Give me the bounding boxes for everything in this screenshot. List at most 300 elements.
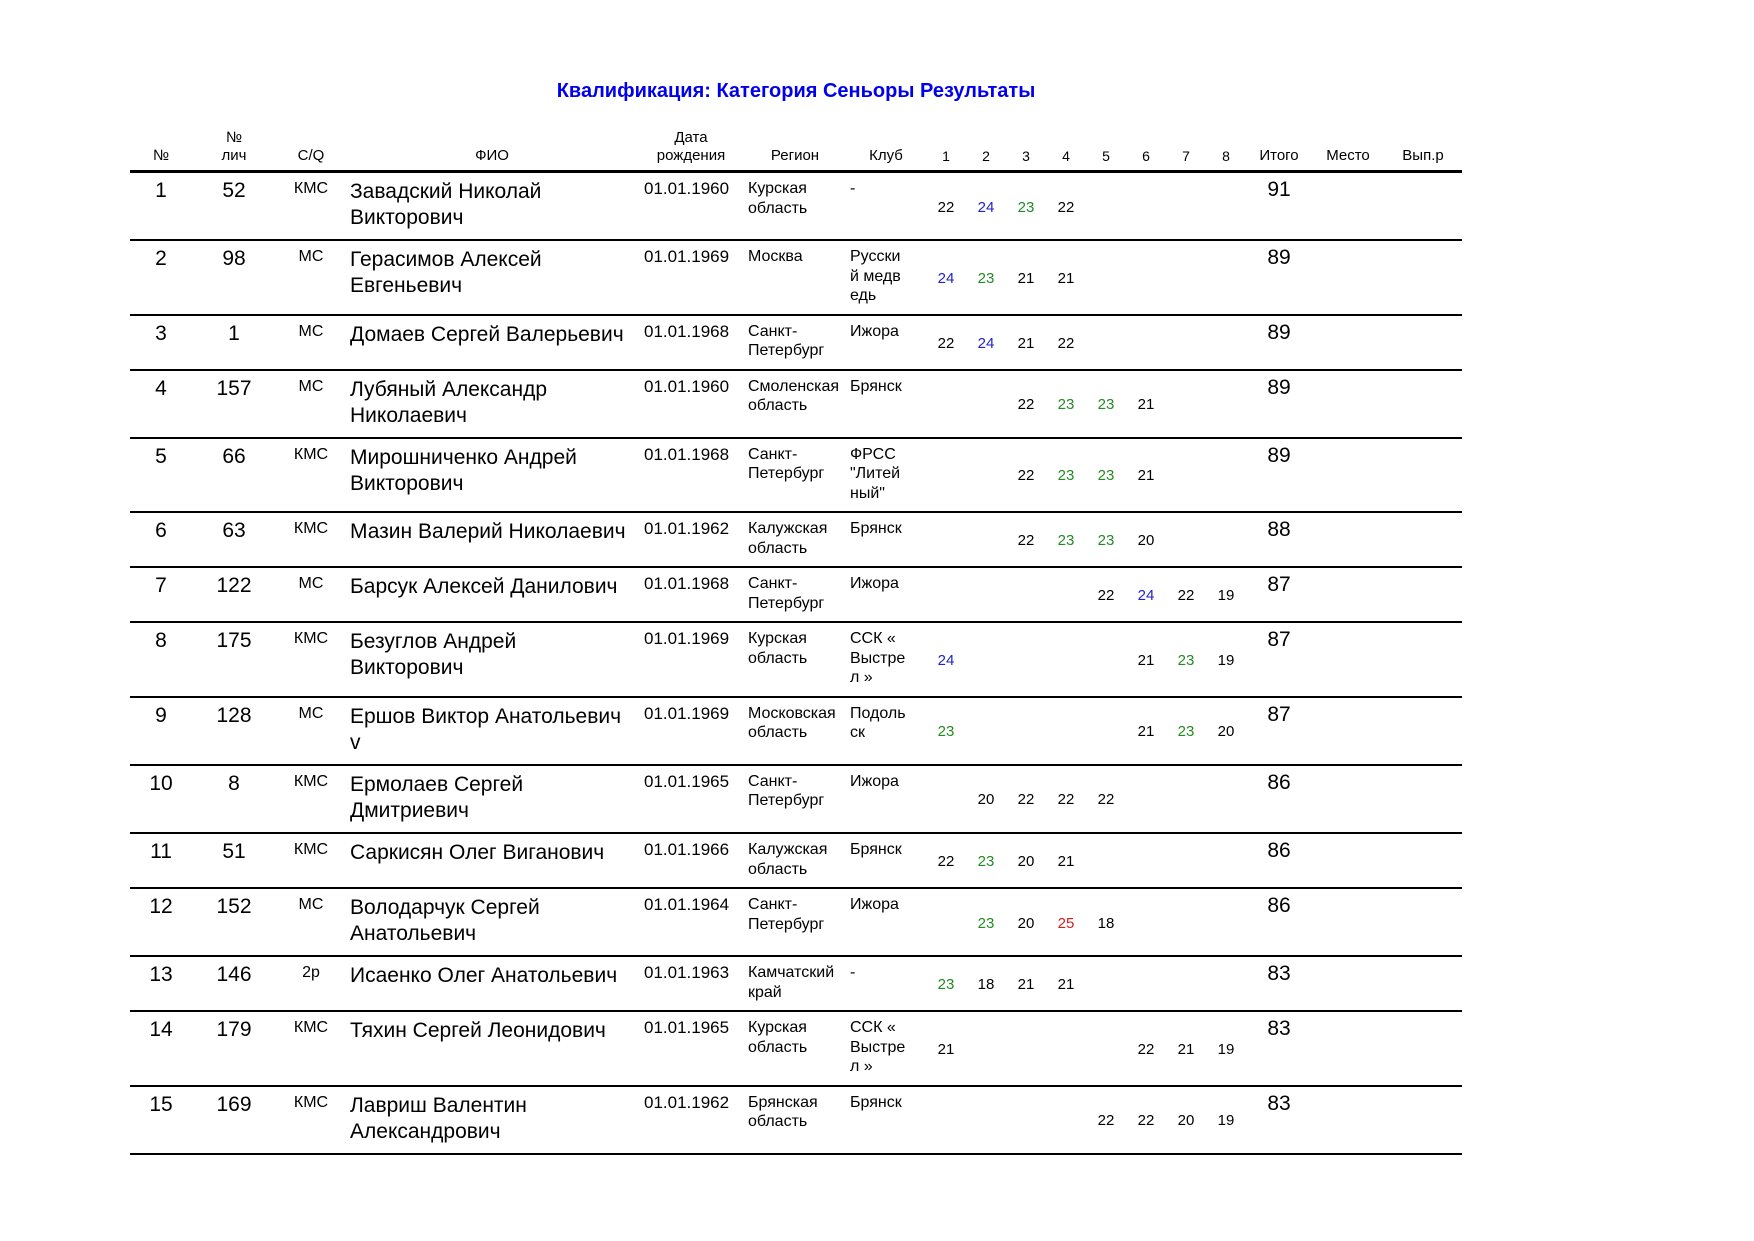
cell-series-4: 22 (1046, 765, 1086, 833)
cell-vypr (1384, 438, 1462, 513)
table-header-row (130, 129, 1462, 172)
cell-series-8: 20 (1206, 697, 1246, 765)
cell-series-3: 21 (1006, 315, 1046, 370)
table-row (130, 438, 1462, 513)
cell-series-5 (1086, 172, 1126, 241)
cell-series-4 (1046, 1011, 1086, 1086)
cell-rank: МС (276, 240, 346, 315)
cell-total: 89 (1246, 438, 1312, 513)
cell-series-1: 23 (926, 956, 966, 1011)
cell-series-7: 21 (1166, 1011, 1206, 1086)
table-row (130, 888, 1462, 956)
cell-series-1: 22 (926, 833, 966, 888)
cell-bib: 128 (192, 697, 276, 765)
col-header-s2: 2 (966, 129, 1006, 172)
cell-name: Мазин Валерий Николаевич (346, 512, 638, 567)
cell-rank: КМС (276, 438, 346, 513)
cell-series-2 (966, 512, 1006, 567)
cell-club: Ижора (846, 765, 926, 833)
table-row (130, 512, 1462, 567)
cell-series-6: 20 (1126, 512, 1166, 567)
cell-birthdate: 01.01.1968 (638, 315, 744, 370)
cell-place (1312, 315, 1384, 370)
cell-birthdate: 01.01.1969 (638, 622, 744, 697)
cell-series-2: 20 (966, 765, 1006, 833)
cell-series-2 (966, 1011, 1006, 1086)
results-table (130, 129, 1462, 1155)
cell-series-3: 22 (1006, 765, 1046, 833)
cell-series-5: 22 (1086, 567, 1126, 622)
cell-series-7: 23 (1166, 622, 1206, 697)
cell-place (1312, 567, 1384, 622)
cell-total: 83 (1246, 956, 1312, 1011)
cell-series-6: 21 (1126, 622, 1166, 697)
cell-series-3: 22 (1006, 438, 1046, 513)
cell-rank: КМС (276, 765, 346, 833)
cell-series-8: 19 (1206, 1086, 1246, 1154)
cell-place (1312, 370, 1384, 438)
cell-birthdate: 01.01.1968 (638, 567, 744, 622)
cell-bib: 52 (192, 172, 276, 241)
cell-series-8 (1206, 240, 1246, 315)
table-body (130, 172, 1462, 1154)
cell-rank: КМС (276, 622, 346, 697)
table-row (130, 765, 1462, 833)
cell-series-4 (1046, 622, 1086, 697)
cell-series-5 (1086, 240, 1126, 315)
cell-vypr (1384, 833, 1462, 888)
cell-bib: 51 (192, 833, 276, 888)
cell-series-6: 21 (1126, 697, 1166, 765)
cell-bib: 122 (192, 567, 276, 622)
cell-region: Камчатский край (744, 956, 846, 1011)
table-row (130, 315, 1462, 370)
cell-place (1312, 438, 1384, 513)
cell-birthdate: 01.01.1969 (638, 240, 744, 315)
cell-place (1312, 833, 1384, 888)
cell-series-8 (1206, 956, 1246, 1011)
table-row (130, 567, 1462, 622)
cell-club: Брянск (846, 1086, 926, 1154)
cell-series-5: 22 (1086, 765, 1126, 833)
cell-series-6 (1126, 888, 1166, 956)
cell-club: Брянск (846, 370, 926, 438)
cell-series-2 (966, 370, 1006, 438)
cell-vypr (1384, 567, 1462, 622)
cell-series-1: 21 (926, 1011, 966, 1086)
cell-series-8 (1206, 512, 1246, 567)
cell-bib: 152 (192, 888, 276, 956)
cell-birthdate: 01.01.1966 (638, 833, 744, 888)
cell-number: 5 (130, 438, 192, 513)
cell-series-3: 23 (1006, 172, 1046, 241)
table-row (130, 622, 1462, 697)
cell-name: Ермолаев Сергей Дмитриевич (346, 765, 638, 833)
cell-series-8: 19 (1206, 567, 1246, 622)
cell-total: 86 (1246, 833, 1312, 888)
cell-total: 87 (1246, 622, 1312, 697)
cell-club: ССК « Выстрел » (846, 622, 926, 697)
cell-region: Санкт-Петербург (744, 315, 846, 370)
col-header-s4: 4 (1046, 129, 1086, 172)
cell-number: 8 (130, 622, 192, 697)
cell-region: Калужская область (744, 512, 846, 567)
cell-series-8 (1206, 438, 1246, 513)
cell-bib: 169 (192, 1086, 276, 1154)
cell-total: 87 (1246, 567, 1312, 622)
cell-total: 86 (1246, 888, 1312, 956)
cell-number: 4 (130, 370, 192, 438)
cell-series-4: 21 (1046, 956, 1086, 1011)
cell-place (1312, 240, 1384, 315)
cell-series-2 (966, 622, 1006, 697)
table-header (130, 129, 1462, 172)
cell-number: 2 (130, 240, 192, 315)
cell-series-1: 22 (926, 315, 966, 370)
cell-series-4: 21 (1046, 240, 1086, 315)
cell-series-5 (1086, 1011, 1126, 1086)
table-row (130, 1011, 1462, 1086)
cell-series-6 (1126, 315, 1166, 370)
cell-birthdate: 01.01.1962 (638, 512, 744, 567)
cell-series-3: 21 (1006, 240, 1046, 315)
col-header-s8: 8 (1206, 129, 1246, 172)
cell-club: - (846, 172, 926, 241)
cell-club: ССК « Выстрел » (846, 1011, 926, 1086)
cell-series-3: 20 (1006, 833, 1046, 888)
cell-series-8 (1206, 888, 1246, 956)
cell-series-7 (1166, 512, 1206, 567)
cell-region: Калужская область (744, 833, 846, 888)
col-header-vypr: Вып.р (1384, 129, 1462, 172)
cell-series-1: 22 (926, 172, 966, 241)
cell-total: 89 (1246, 315, 1312, 370)
col-header-s1: 1 (926, 129, 966, 172)
cell-series-2: 24 (966, 172, 1006, 241)
cell-place (1312, 956, 1384, 1011)
cell-series-4 (1046, 697, 1086, 765)
cell-vypr (1384, 956, 1462, 1011)
cell-series-5 (1086, 697, 1126, 765)
cell-series-3: 20 (1006, 888, 1046, 956)
cell-series-4: 23 (1046, 512, 1086, 567)
cell-rank: КМС (276, 512, 346, 567)
cell-series-2: 24 (966, 315, 1006, 370)
cell-series-3 (1006, 1011, 1046, 1086)
cell-series-6: 24 (1126, 567, 1166, 622)
cell-bib: 157 (192, 370, 276, 438)
cell-rank: МС (276, 315, 346, 370)
cell-name: Домаев Сергей Валерьевич (346, 315, 638, 370)
cell-rank: 2р (276, 956, 346, 1011)
cell-series-2: 23 (966, 888, 1006, 956)
cell-series-4: 22 (1046, 315, 1086, 370)
cell-place (1312, 1011, 1384, 1086)
cell-series-1 (926, 438, 966, 513)
cell-birthdate: 01.01.1965 (638, 1011, 744, 1086)
cell-series-4 (1046, 1086, 1086, 1154)
table-row (130, 697, 1462, 765)
cell-name: Тяхин Сергей Леонидович (346, 1011, 638, 1086)
table-row (130, 240, 1462, 315)
cell-birthdate: 01.01.1960 (638, 172, 744, 241)
cell-region: Брянская область (744, 1086, 846, 1154)
cell-number: 3 (130, 315, 192, 370)
cell-series-6 (1126, 956, 1166, 1011)
cell-vypr (1384, 622, 1462, 697)
cell-region: Смоленская область (744, 370, 846, 438)
cell-number: 6 (130, 512, 192, 567)
cell-series-7 (1166, 240, 1206, 315)
cell-series-4: 25 (1046, 888, 1086, 956)
cell-club: Подольск (846, 697, 926, 765)
cell-total: 86 (1246, 765, 1312, 833)
cell-number: 7 (130, 567, 192, 622)
cell-birthdate: 01.01.1963 (638, 956, 744, 1011)
cell-club: - (846, 956, 926, 1011)
cell-series-3 (1006, 622, 1046, 697)
cell-series-2: 23 (966, 833, 1006, 888)
cell-place (1312, 765, 1384, 833)
cell-series-6 (1126, 172, 1166, 241)
cell-number: 14 (130, 1011, 192, 1086)
cell-series-2: 18 (966, 956, 1006, 1011)
cell-name: Завадский Николай Викторович (346, 172, 638, 241)
cell-name: Безуглов Андрей Викторович (346, 622, 638, 697)
col-header-region: Регион (744, 129, 846, 172)
cell-total: 83 (1246, 1086, 1312, 1154)
cell-place (1312, 172, 1384, 241)
cell-series-7 (1166, 315, 1206, 370)
cell-series-7 (1166, 370, 1206, 438)
cell-series-6: 22 (1126, 1086, 1166, 1154)
cell-name: Лавриш Валентин Александрович (346, 1086, 638, 1154)
cell-series-1 (926, 765, 966, 833)
cell-series-4 (1046, 567, 1086, 622)
cell-series-6: 21 (1126, 438, 1166, 513)
cell-number: 9 (130, 697, 192, 765)
cell-series-6 (1126, 833, 1166, 888)
cell-region: Курская область (744, 172, 846, 241)
cell-series-7 (1166, 765, 1206, 833)
cell-vypr (1384, 1011, 1462, 1086)
cell-vypr (1384, 888, 1462, 956)
cell-vypr (1384, 512, 1462, 567)
cell-series-4: 23 (1046, 370, 1086, 438)
cell-series-8 (1206, 833, 1246, 888)
cell-series-5: 23 (1086, 512, 1126, 567)
cell-bib: 179 (192, 1011, 276, 1086)
cell-series-7 (1166, 833, 1206, 888)
cell-name: Саркисян Олег Виганович (346, 833, 638, 888)
col-header-s6: 6 (1126, 129, 1166, 172)
cell-region: Санкт-Петербург (744, 888, 846, 956)
cell-series-3 (1006, 1086, 1046, 1154)
col-header-s3: 3 (1006, 129, 1046, 172)
cell-series-8 (1206, 765, 1246, 833)
table-row (130, 172, 1462, 241)
cell-rank: МС (276, 888, 346, 956)
cell-name: Лубяный Александр Николаевич (346, 370, 638, 438)
cell-series-5: 23 (1086, 438, 1126, 513)
cell-club: Брянск (846, 833, 926, 888)
cell-series-1 (926, 1086, 966, 1154)
cell-rank: МС (276, 370, 346, 438)
cell-series-1: 24 (926, 240, 966, 315)
cell-club: Брянск (846, 512, 926, 567)
cell-region: Санкт-Петербург (744, 765, 846, 833)
cell-club: ФРСС "Литейный" (846, 438, 926, 513)
cell-series-4: 21 (1046, 833, 1086, 888)
cell-vypr (1384, 697, 1462, 765)
table-row (130, 833, 1462, 888)
cell-birthdate: 01.01.1965 (638, 765, 744, 833)
cell-total: 91 (1246, 172, 1312, 241)
cell-name: Исаенко Олег Анатольевич (346, 956, 638, 1011)
cell-series-2 (966, 438, 1006, 513)
cell-series-6 (1126, 765, 1166, 833)
cell-bib: 8 (192, 765, 276, 833)
cell-number: 12 (130, 888, 192, 956)
cell-place (1312, 697, 1384, 765)
cell-name: Барсук Алексей Данилович (346, 567, 638, 622)
cell-region: Московская область (744, 697, 846, 765)
cell-bib: 1 (192, 315, 276, 370)
cell-total: 88 (1246, 512, 1312, 567)
cell-bib: 98 (192, 240, 276, 315)
cell-place (1312, 888, 1384, 956)
cell-series-3 (1006, 567, 1046, 622)
cell-series-7 (1166, 888, 1206, 956)
cell-vypr (1384, 370, 1462, 438)
cell-series-2 (966, 1086, 1006, 1154)
cell-series-3: 22 (1006, 370, 1046, 438)
cell-series-8: 19 (1206, 622, 1246, 697)
cell-name: Володарчук Сергей Анатольевич (346, 888, 638, 956)
cell-rank: МС (276, 567, 346, 622)
col-header-mesto: Место (1312, 129, 1384, 172)
cell-series-6: 22 (1126, 1011, 1166, 1086)
cell-region: Санкт-Петербург (744, 567, 846, 622)
cell-series-8 (1206, 370, 1246, 438)
table-row (130, 956, 1462, 1011)
col-header-fio: ФИО (346, 129, 638, 172)
cell-vypr (1384, 315, 1462, 370)
col-header-club: Клуб (846, 129, 926, 172)
cell-region: Санкт-Петербург (744, 438, 846, 513)
cell-series-7: 20 (1166, 1086, 1206, 1154)
cell-club: Ижора (846, 315, 926, 370)
cell-place (1312, 512, 1384, 567)
cell-series-1: 24 (926, 622, 966, 697)
cell-series-6 (1126, 240, 1166, 315)
cell-series-2 (966, 697, 1006, 765)
cell-number: 10 (130, 765, 192, 833)
cell-name: Ершов Виктор Анатольевич v (346, 697, 638, 765)
cell-birthdate: 01.01.1968 (638, 438, 744, 513)
cell-vypr (1384, 172, 1462, 241)
cell-series-5 (1086, 315, 1126, 370)
cell-series-1 (926, 512, 966, 567)
cell-birthdate: 01.01.1960 (638, 370, 744, 438)
cell-place (1312, 1086, 1384, 1154)
table-row (130, 370, 1462, 438)
cell-series-3: 21 (1006, 956, 1046, 1011)
page-title: Квалификация: Категория Сеньоры Результаты (556, 80, 1036, 102)
cell-series-4: 22 (1046, 172, 1086, 241)
cell-bib: 146 (192, 956, 276, 1011)
cell-series-8: 19 (1206, 1011, 1246, 1086)
cell-series-5 (1086, 833, 1126, 888)
cell-number: 15 (130, 1086, 192, 1154)
cell-series-7 (1166, 956, 1206, 1011)
cell-number: 13 (130, 956, 192, 1011)
cell-series-1 (926, 888, 966, 956)
cell-vypr (1384, 765, 1462, 833)
col-header-lich: № лич (192, 129, 276, 172)
cell-series-2: 23 (966, 240, 1006, 315)
col-header-s7: 7 (1166, 129, 1206, 172)
cell-name: Мирошниченко Андрей Викторович (346, 438, 638, 513)
cell-series-1: 23 (926, 697, 966, 765)
cell-total: 89 (1246, 240, 1312, 315)
cell-bib: 63 (192, 512, 276, 567)
cell-club: Ижора (846, 888, 926, 956)
cell-bib: 66 (192, 438, 276, 513)
cell-birthdate: 01.01.1962 (638, 1086, 744, 1154)
cell-number: 1 (130, 172, 192, 241)
cell-name: Герасимов Алексей Евгеньевич (346, 240, 638, 315)
col-header-itogo: Итого (1246, 129, 1312, 172)
cell-series-7: 23 (1166, 697, 1206, 765)
cell-series-1 (926, 567, 966, 622)
cell-series-2 (966, 567, 1006, 622)
col-header-no: № (130, 129, 192, 172)
cell-series-7: 22 (1166, 567, 1206, 622)
table-row (130, 1086, 1462, 1154)
cell-total: 87 (1246, 697, 1312, 765)
col-header-s5: 5 (1086, 129, 1126, 172)
cell-bib: 175 (192, 622, 276, 697)
cell-total: 89 (1246, 370, 1312, 438)
cell-series-6: 21 (1126, 370, 1166, 438)
cell-total: 83 (1246, 1011, 1312, 1086)
cell-rank: КМС (276, 833, 346, 888)
cell-series-5: 22 (1086, 1086, 1126, 1154)
cell-birthdate: 01.01.1969 (638, 697, 744, 765)
cell-series-5 (1086, 956, 1126, 1011)
cell-region: Курская область (744, 1011, 846, 1086)
cell-series-5: 23 (1086, 370, 1126, 438)
cell-vypr (1384, 240, 1462, 315)
cell-series-8 (1206, 315, 1246, 370)
cell-series-8 (1206, 172, 1246, 241)
cell-series-1 (926, 370, 966, 438)
cell-rank: КМС (276, 1086, 346, 1154)
cell-club: Русский медведь (846, 240, 926, 315)
cell-series-4: 23 (1046, 438, 1086, 513)
cell-rank: КМС (276, 1011, 346, 1086)
cell-series-3 (1006, 697, 1046, 765)
cell-vypr (1384, 1086, 1462, 1154)
col-header-cq: C/Q (276, 129, 346, 172)
cell-series-7 (1166, 438, 1206, 513)
cell-series-7 (1166, 172, 1206, 241)
cell-region: Курская область (744, 622, 846, 697)
cell-rank: КМС (276, 172, 346, 241)
cell-region: Москва (744, 240, 846, 315)
col-header-dob: Дата рождения (638, 129, 744, 172)
